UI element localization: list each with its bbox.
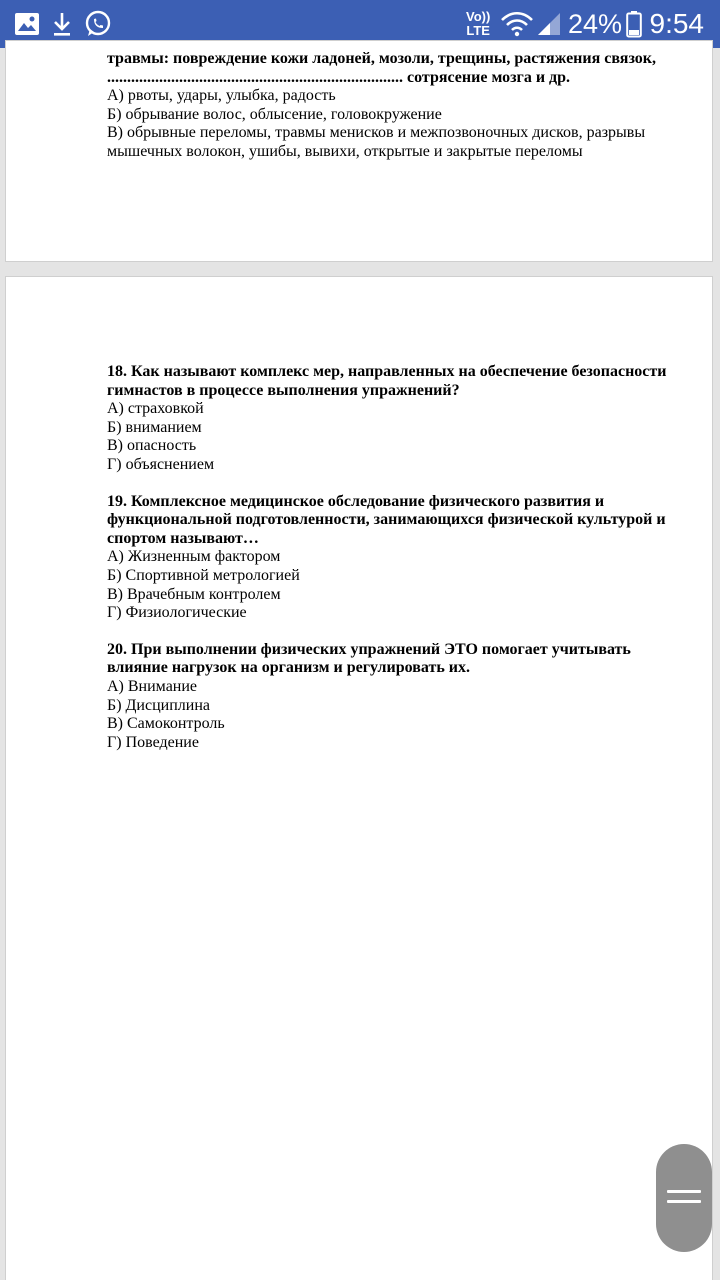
answer-option: Г) Поведение [107,733,199,751]
answer-option: Б) Спортивной метрологией [107,566,300,584]
answer-option: В) Самоконтроль [107,715,225,733]
question-text: 19. Комплексное медицинское обследование физического развития и функциональной подготовленности, занимающихся физической культурой и спортом называют… [107,492,666,547]
answer-option: Б) Дисциплина [107,696,210,714]
drag-handle-icon [667,1200,701,1203]
question-block-18 [107,363,667,475]
answer-option: А) Жизненным фактором [107,548,281,566]
question-text: 20. При выполнении физических упражнений ЭТО помогает учитывать влияние нагрузок на организм и регулировать их. [107,640,631,677]
question-block-19 [107,493,667,623]
answer-option: Г) Физиологические [107,604,247,622]
drag-handle-icon [667,1190,701,1193]
document-page-2 [5,276,713,1280]
question-text: 18. Как называют комплекс мер, направленных на обеспечение безопасности гимнастов в процессе выполнения упражнений? [107,363,667,399]
fast-scroll-handle[interactable] [656,1144,712,1252]
answer-option: В) опасность [107,437,197,455]
answer-option: В) Врачебным контролем [107,585,281,603]
answer-option: А) страховкой [107,400,204,418]
answer-option: Б) обрывание волос, облысение, головокружение [107,105,442,123]
questions-list [107,363,667,770]
answer-option: Б) вниманием [107,418,202,436]
volte-indicator: Vo)) LTE [466,9,491,38]
answer-option: А) Внимание [107,677,198,695]
answer-option: А) рвоты, удары, улыбка, радость [107,87,336,105]
clock: 9:54 [649,8,704,39]
answer-option: В) обрывные переломы, травмы менисков и межпозвоночных дисков, разрывы мышечных волокон, ушибы, вывихи, открытые и закрытые переломы [107,124,646,160]
question-block-20 [107,641,667,753]
document-page-1 [5,40,713,262]
question-block-tail [107,50,667,162]
answer-option: Г) объяснением [107,455,215,473]
question-text: травмы: повреждение кожи ладоней, мозоли, трещины, растяжения связок, .......................................................................... сотрясение мозга и др. [107,50,657,86]
battery-percent: 24% [567,9,622,39]
